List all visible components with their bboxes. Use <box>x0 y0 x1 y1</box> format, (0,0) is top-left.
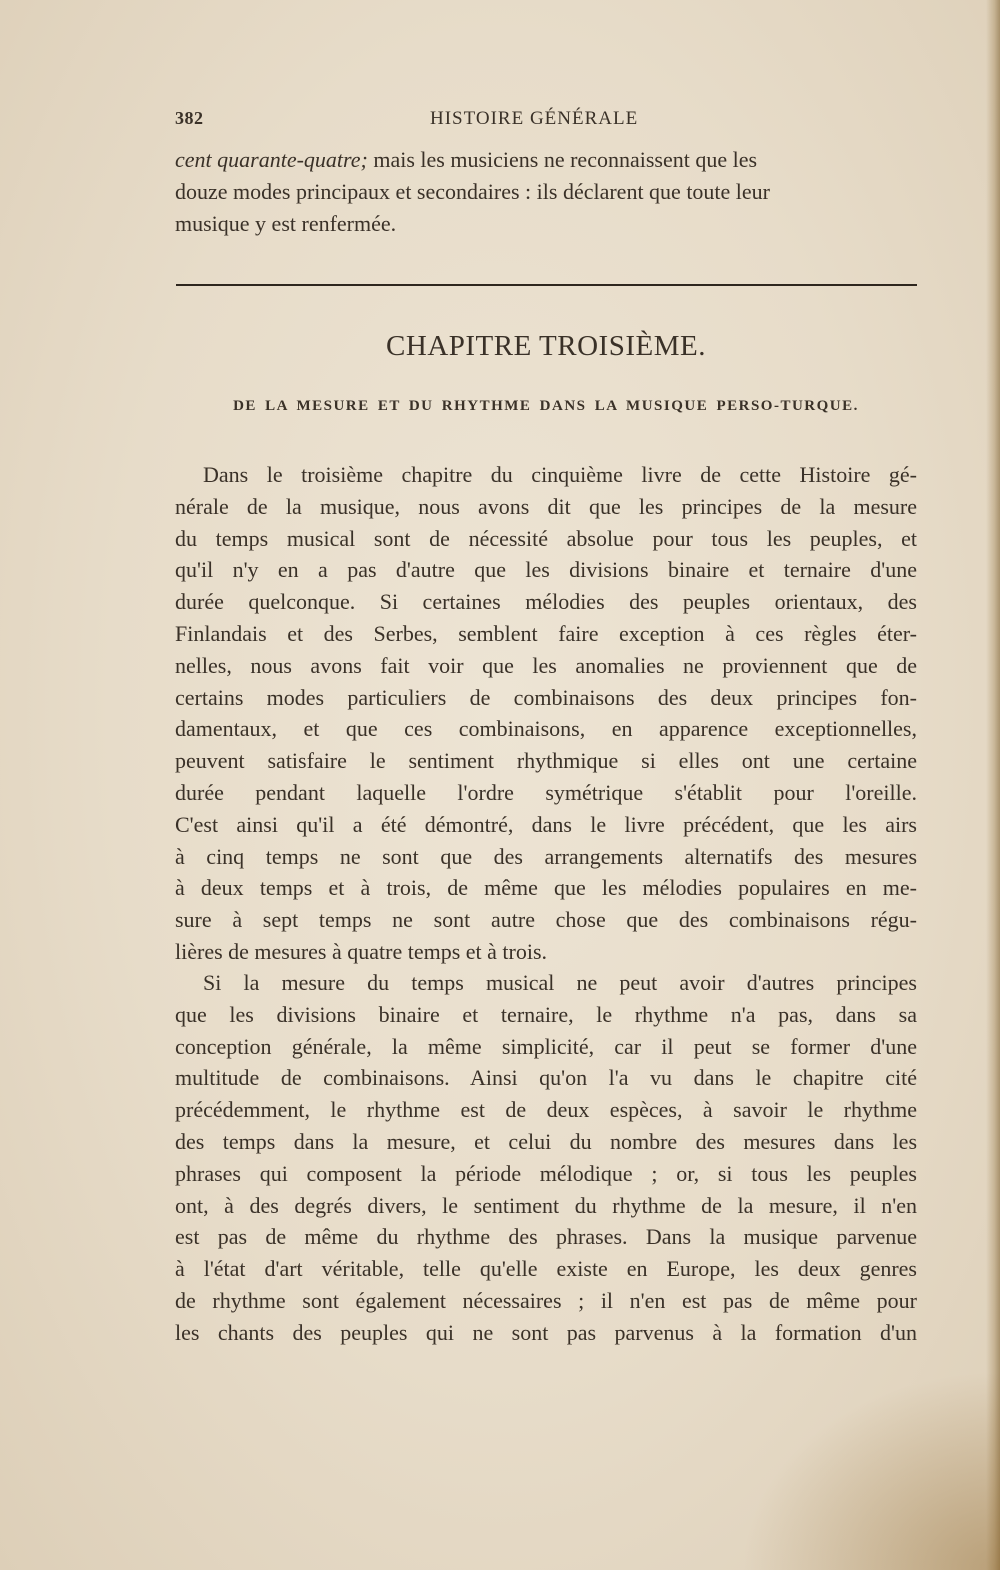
paragraph-line: lières de mesures à quatre temps et à trois. <box>175 938 548 964</box>
paragraph-line: qu'il n'y en a pas d'autre que les divisions binaire et ternaire d'une <box>175 557 917 583</box>
paragraph-line: des temps dans la mesure, et celui du nombre des mesures dans les <box>175 1128 917 1154</box>
paragraph-line: à l'état d'art véritable, telle qu'elle existe en Europe, les deux genres <box>175 1256 917 1282</box>
page-edge-shadow <box>986 0 1000 1570</box>
intro-italic-lead: cent quarante-quatre; <box>175 147 368 172</box>
paragraph-line: les chants des peuples qui ne sont pas parvenus à la formation d'un <box>175 1319 917 1345</box>
body-paragraph-1 <box>175 459 917 968</box>
paragraph-line: à deux temps et à trois, de même que les mélodies populaires en me- <box>175 875 917 901</box>
running-title: HISTOIRE GÉNÉRALE <box>430 108 639 129</box>
paragraph-line: est pas de même du rhythme des phrases. Dans la musique parvenue <box>175 1224 917 1250</box>
paragraph-line: Si la mesure du temps musical ne peut avoir d'autres principes <box>203 970 917 995</box>
paragraph-line: peuvent satisfaire le sentiment rhythmique si elles ont une certaine <box>175 748 917 774</box>
paragraph-line: C'est ainsi qu'il a été démontré, dans le livre précédent, que les airs <box>175 811 917 837</box>
paragraph-line: sure à sept temps ne sont autre chose que des combinaisons régu- <box>175 907 917 933</box>
page-header <box>175 108 917 132</box>
chapter-title: CHAPITRE TROISIÈME. <box>386 330 706 362</box>
paragraph-line: du temps musical sont de nécessité absolue pour tous les peuples, et <box>175 525 917 551</box>
paragraph-line: damentaux, et que ces combinaisons, en apparence exceptionnelles, <box>175 716 917 742</box>
paragraph-line: précédemment, le rhythme est de deux espèces, à savoir le rhythme <box>175 1097 917 1123</box>
body-paragraph-2 <box>175 967 917 1349</box>
intro-paragraph <box>175 144 917 239</box>
paragraph-line: certains modes particuliers de combinaisons des deux principes fon- <box>175 684 917 710</box>
paragraph-line: que les divisions binaire et ternaire, le rhythme n'a pas, dans sa <box>175 1001 917 1027</box>
page-stain <box>740 1370 1000 1570</box>
paragraph-line: conception générale, la même simplicité, car il peut se former d'une <box>175 1033 917 1059</box>
page-number: 382 <box>175 108 204 128</box>
paragraph-line: à cinq temps ne sont que des arrangements alternatifs des mesures <box>175 843 917 869</box>
intro-line: douze modes principaux et secondaires : ils déclarent que toute leur <box>175 178 771 204</box>
paragraph-line: nelles, nous avons fait voir que les anomalies ne proviennent que de <box>175 652 917 678</box>
paragraph-line: nérale de la musique, nous avons dit que les principes de la mesure <box>175 493 917 519</box>
paragraph-line: Dans le troisième chapitre du cinquième livre de cette Histoire gé- <box>203 462 917 487</box>
paragraph-line: durée pendant laquelle l'ordre symétrique s'établit pour l'oreille. <box>175 779 917 805</box>
paragraph-line: Finlandais et des Serbes, semblent faire exception à ces règles éter- <box>175 620 917 646</box>
intro-line: musique y est renfermée. <box>175 210 397 236</box>
section-divider <box>176 284 917 286</box>
paragraph-line: multitude de combinaisons. Ainsi qu'on l'a vu dans le chapitre cité <box>175 1065 917 1091</box>
chapter-subtitle: DE LA MESURE ET DU RHYTHME DANS LA MUSIQUE PERSO-TURQUE. <box>233 398 859 414</box>
paragraph-line: ont, à des degrés divers, le sentiment du rhythme de la mesure, il n'en <box>175 1192 917 1218</box>
paragraph-line: durée quelconque. Si certaines mélodies des peuples orientaux, des <box>175 589 917 615</box>
paragraph-line: de rhythme sont également nécessaires ; il n'en est pas de même pour <box>175 1287 917 1313</box>
paragraph-line: phrases qui composent la période mélodique ; or, si tous les peuples <box>175 1160 917 1186</box>
intro-line-1-rest: mais les musiciens ne reconnaissent que les <box>367 147 758 172</box>
